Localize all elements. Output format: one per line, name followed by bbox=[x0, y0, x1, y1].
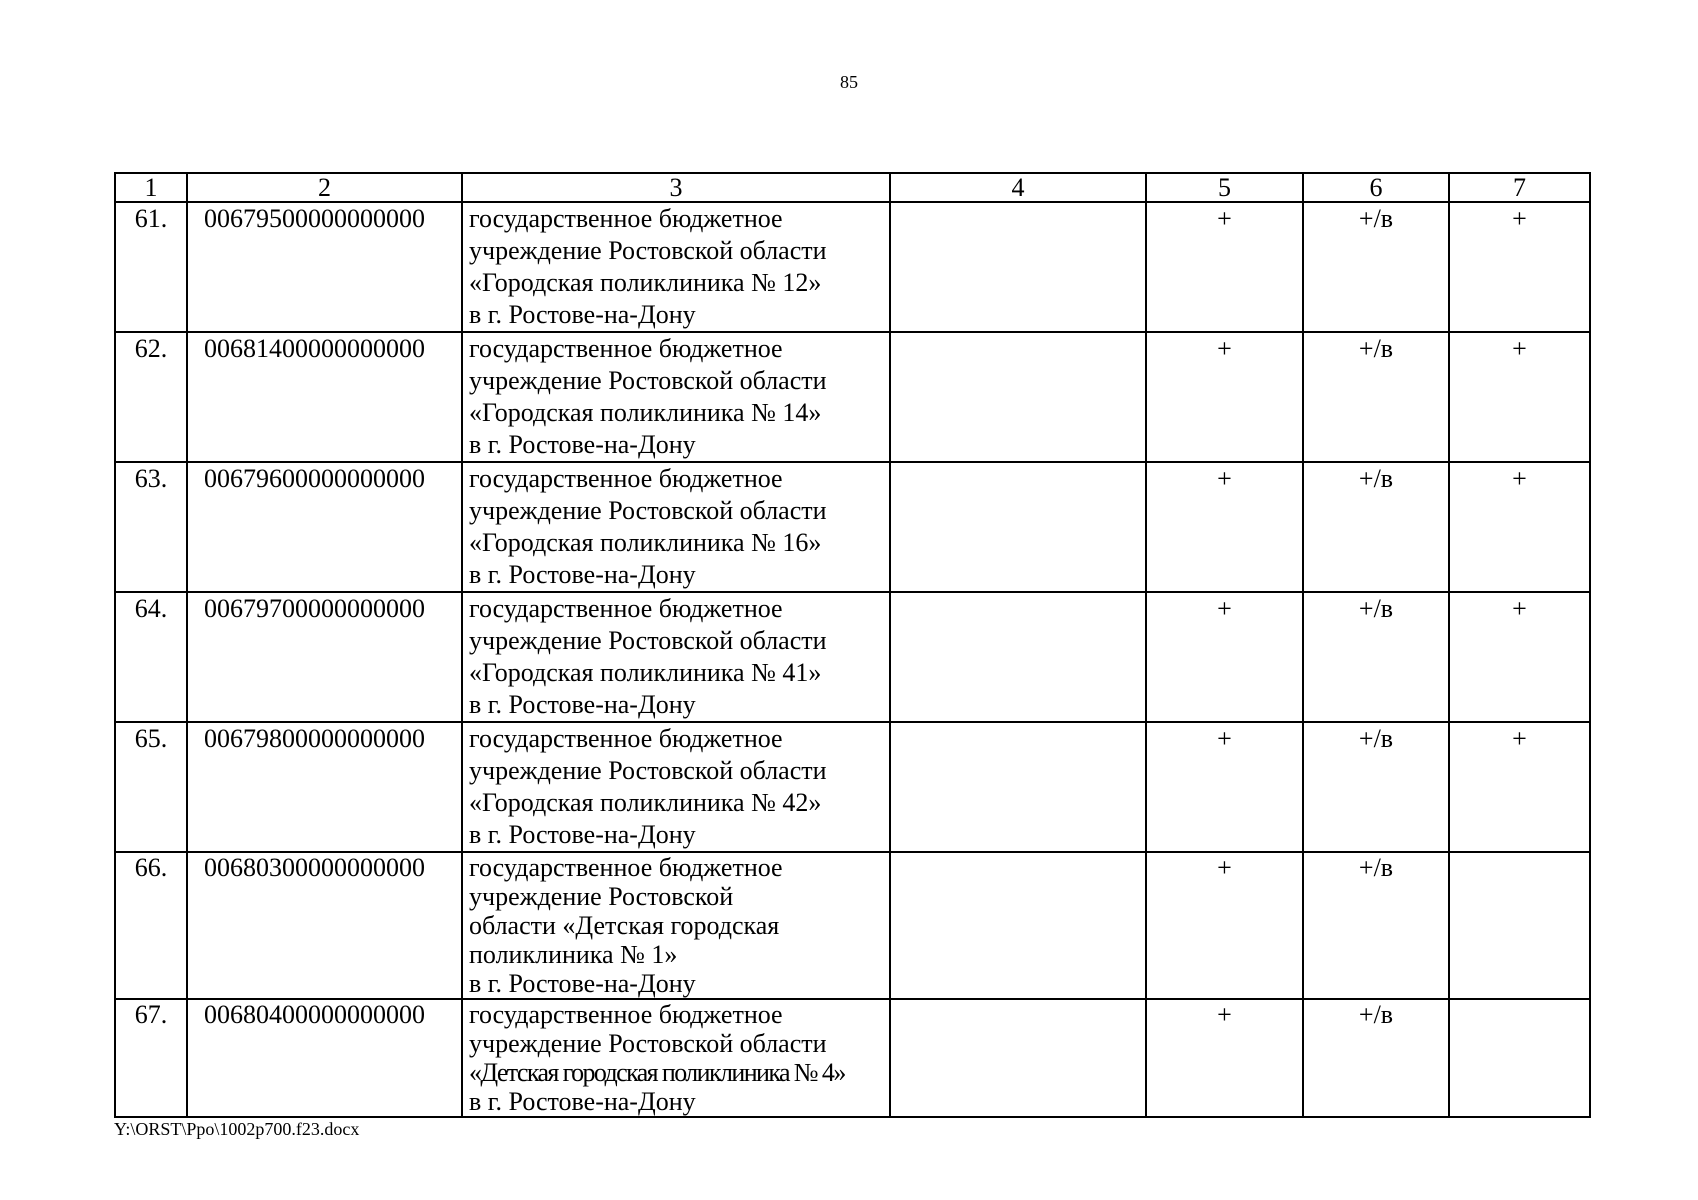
column-header-5: 5 bbox=[1146, 173, 1303, 202]
institution-name-line: в г. Ростове-на-Дону bbox=[469, 820, 696, 849]
institution-name-line: в г. Ростове-на-Дону bbox=[469, 969, 696, 998]
institution-name-line: учреждение Ростовской области bbox=[469, 366, 827, 395]
table-row bbox=[115, 999, 1590, 1117]
row-col7-mark: + bbox=[1449, 202, 1590, 332]
institution-name-line: государственное бюджетное bbox=[469, 853, 783, 882]
file-path-footer: Y:\ORST\Ppo\1002p700.f23.docx bbox=[114, 1119, 360, 1139]
row-col4 bbox=[890, 462, 1146, 592]
row-institution-name bbox=[462, 462, 890, 592]
row-col6-mark: +/в bbox=[1303, 722, 1449, 852]
institution-name-line: государственное бюджетное bbox=[469, 724, 783, 753]
column-header-3: 3 bbox=[462, 173, 890, 202]
row-col6-mark: +/в bbox=[1303, 202, 1449, 332]
row-code: 00679800000000000 bbox=[187, 722, 462, 852]
row-col5-mark: + bbox=[1146, 202, 1303, 332]
row-col6-mark: +/в bbox=[1303, 999, 1449, 1117]
row-number: 61. bbox=[115, 202, 187, 332]
row-col7-mark: + bbox=[1449, 462, 1590, 592]
institution-name-line: учреждение Ростовской области bbox=[469, 236, 827, 265]
institution-name-line: «Городская поликлиника № 41» bbox=[469, 658, 822, 687]
table-row bbox=[115, 722, 1590, 852]
row-col4 bbox=[890, 852, 1146, 999]
table-header-row bbox=[115, 173, 1590, 202]
institution-name-line: в г. Ростове-на-Дону bbox=[469, 430, 696, 459]
institution-name-line: учреждение Ростовской области bbox=[469, 626, 827, 655]
institution-name-line: государственное бюджетное bbox=[469, 204, 783, 233]
table-row bbox=[115, 852, 1590, 999]
institution-name-line: учреждение Ростовской области bbox=[469, 496, 827, 525]
row-code: 00681400000000000 bbox=[187, 332, 462, 462]
row-code: 00679600000000000 bbox=[187, 462, 462, 592]
institution-name-line: «Городская поликлиника № 16» bbox=[469, 528, 822, 557]
institution-name-line: учреждение Ростовской области bbox=[469, 756, 827, 785]
row-number: 66. bbox=[115, 852, 187, 999]
institution-name-line: в г. Ростове-на-Дону bbox=[469, 560, 696, 589]
row-col6-mark: +/в bbox=[1303, 332, 1449, 462]
row-col5-mark: + bbox=[1146, 592, 1303, 722]
row-col6-mark: +/в bbox=[1303, 852, 1449, 999]
row-col4 bbox=[890, 999, 1146, 1117]
registry-table bbox=[114, 172, 1591, 1118]
column-header-6: 6 bbox=[1303, 173, 1449, 202]
row-institution-name bbox=[462, 332, 890, 462]
row-institution-name bbox=[462, 852, 890, 999]
table-row bbox=[115, 592, 1590, 722]
institution-name-line: «Детская городская поликлиника № 4» bbox=[469, 1058, 845, 1087]
row-col7-mark bbox=[1449, 999, 1590, 1117]
row-col4 bbox=[890, 722, 1146, 852]
row-col4 bbox=[890, 202, 1146, 332]
institution-name-line: в г. Ростове-на-Дону bbox=[469, 1087, 696, 1116]
row-code: 00679700000000000 bbox=[187, 592, 462, 722]
table-row bbox=[115, 202, 1590, 332]
institution-name-line: в г. Ростове-на-Дону bbox=[469, 300, 696, 329]
row-number: 65. bbox=[115, 722, 187, 852]
institution-name-line: «Городская поликлиника № 14» bbox=[469, 398, 822, 427]
institution-name-line: области «Детская городская bbox=[469, 911, 780, 940]
row-institution-name bbox=[462, 722, 890, 852]
row-number: 62. bbox=[115, 332, 187, 462]
row-col7-mark bbox=[1449, 852, 1590, 999]
row-code: 00679500000000000 bbox=[187, 202, 462, 332]
row-col6-mark: +/в bbox=[1303, 462, 1449, 592]
row-col4 bbox=[890, 592, 1146, 722]
institution-name-line: учреждение Ростовской области bbox=[469, 1029, 827, 1058]
row-col5-mark: + bbox=[1146, 332, 1303, 462]
institution-name-line: государственное бюджетное bbox=[469, 1000, 783, 1029]
row-institution-name bbox=[462, 202, 890, 332]
institution-name-line: учреждение Ростовской bbox=[469, 882, 734, 911]
row-col4 bbox=[890, 332, 1146, 462]
row-number: 67. bbox=[115, 999, 187, 1117]
row-code: 00680300000000000 bbox=[187, 852, 462, 999]
row-institution-name bbox=[462, 592, 890, 722]
table-row bbox=[115, 332, 1590, 462]
row-col7-mark: + bbox=[1449, 332, 1590, 462]
row-col6-mark: +/в bbox=[1303, 592, 1449, 722]
institution-name-line: государственное бюджетное bbox=[469, 334, 783, 363]
column-header-2: 2 bbox=[187, 173, 462, 202]
row-col5-mark: + bbox=[1146, 722, 1303, 852]
table-row bbox=[115, 462, 1590, 592]
institution-name-line: «Городская поликлиника № 42» bbox=[469, 788, 822, 817]
row-col7-mark: + bbox=[1449, 722, 1590, 852]
row-col5-mark: + bbox=[1146, 999, 1303, 1117]
column-header-4: 4 bbox=[890, 173, 1146, 202]
row-institution-name bbox=[462, 999, 890, 1117]
row-col5-mark: + bbox=[1146, 462, 1303, 592]
institution-name-line: государственное бюджетное bbox=[469, 464, 783, 493]
row-col7-mark: + bbox=[1449, 592, 1590, 722]
row-number: 63. bbox=[115, 462, 187, 592]
institution-name-line: в г. Ростове-на-Дону bbox=[469, 690, 696, 719]
row-col5-mark: + bbox=[1146, 852, 1303, 999]
column-header-7: 7 bbox=[1449, 173, 1590, 202]
page-number: 85 bbox=[840, 72, 858, 92]
row-number: 64. bbox=[115, 592, 187, 722]
column-header-1: 1 bbox=[115, 173, 187, 202]
institution-name-line: поликлиника № 1» bbox=[469, 940, 678, 969]
institution-name-line: «Городская поликлиника № 12» bbox=[469, 268, 822, 297]
institution-name-line: государственное бюджетное bbox=[469, 594, 783, 623]
row-code: 00680400000000000 bbox=[187, 999, 462, 1117]
